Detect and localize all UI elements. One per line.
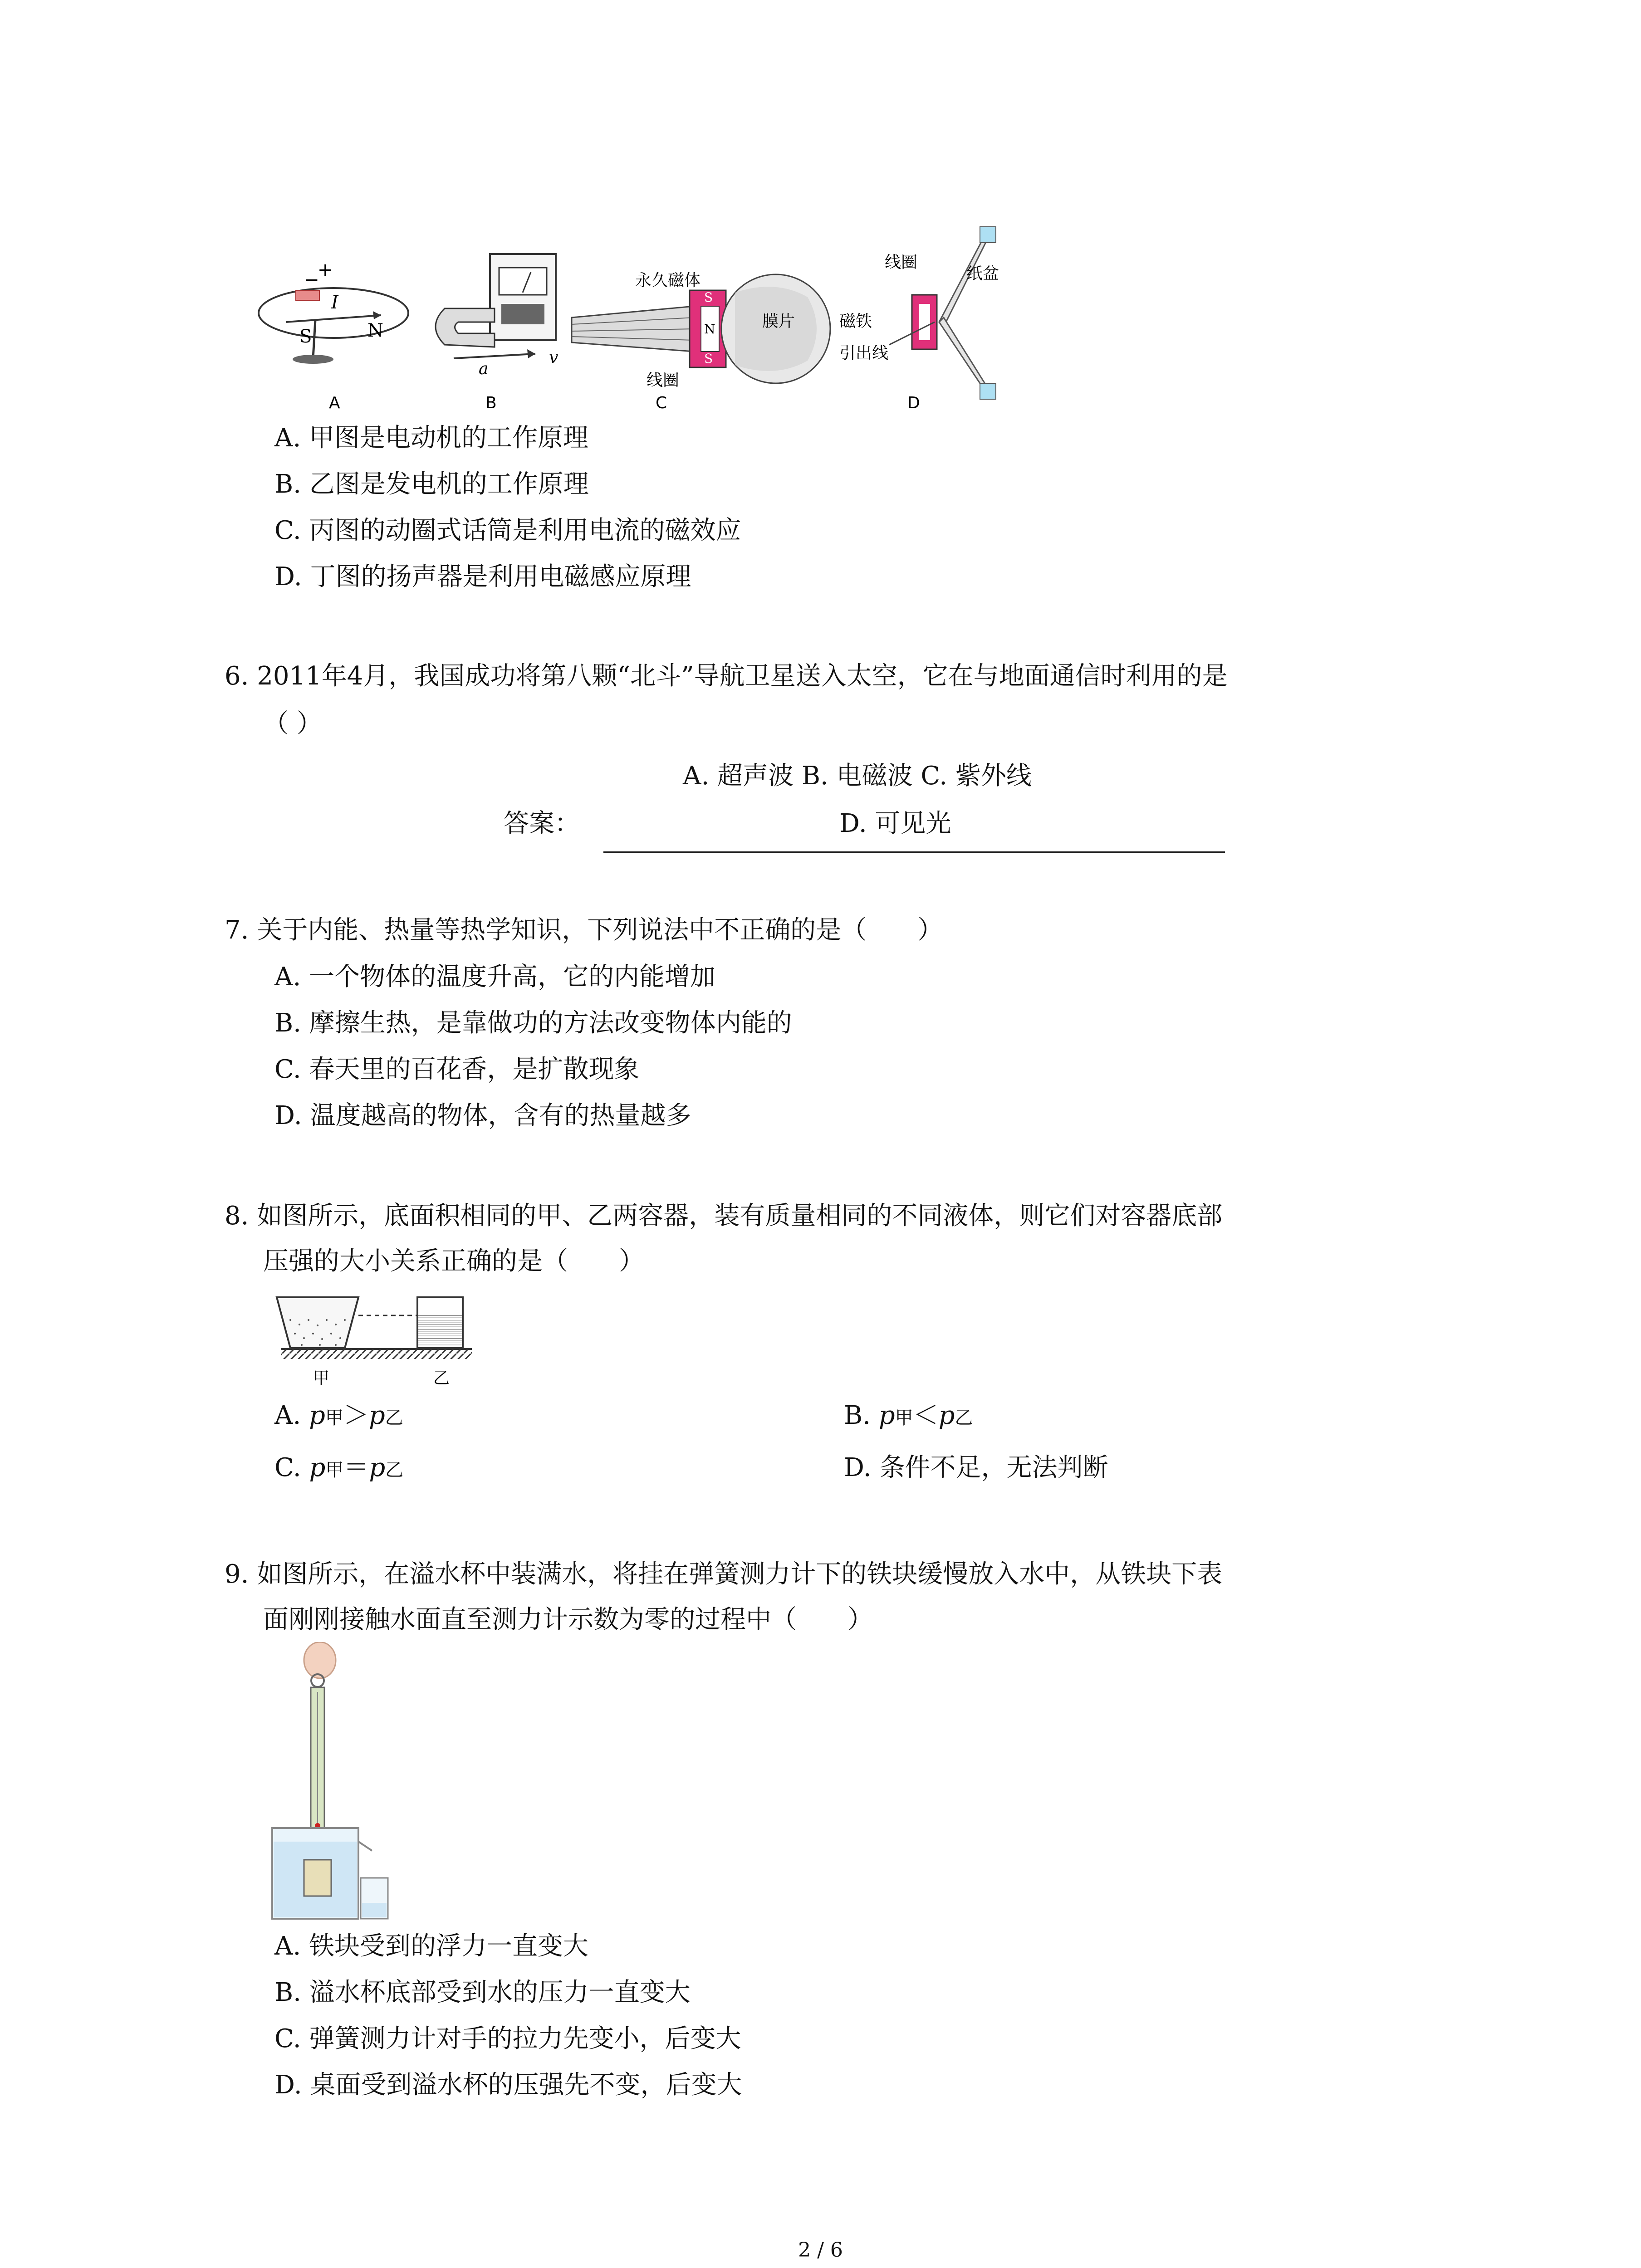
- figure-label-b: B: [485, 394, 497, 412]
- q8-option-c-p2: p: [369, 1453, 386, 1482]
- q9-stem-line2: 面刚刚接触水面直至测力计示数为零的过程中（ ）: [263, 1605, 873, 1634]
- page-number: 2 / 6: [798, 2239, 843, 2262]
- q7-stem: 7. 关于内能、热量等热学知识，下列说法中不正确的是（ ）: [225, 915, 943, 945]
- q7-option-d: D. 温度越高的物体，含有的热量越多: [274, 1101, 691, 1130]
- q5-option-a: A. 甲图是电动机的工作原理: [274, 423, 589, 453]
- q8-option-b-p: p: [878, 1401, 895, 1430]
- q8-figure: [268, 1288, 481, 1393]
- figC-coil: 线圈: [647, 371, 680, 390]
- q5-option-c: C. 丙图的动圈式话筒是利用电流的磁效应: [274, 516, 741, 545]
- q9-figure: [268, 1642, 395, 1923]
- q6-answer-label: 答案：: [504, 809, 580, 838]
- q8-option-c-rel: ＝: [343, 1453, 369, 1482]
- q6-stem-line2: （ ）: [263, 709, 322, 738]
- figC-magnet: 永久磁体: [635, 271, 701, 290]
- q6-options-line1: A. 超声波 B. 电磁波 C. 紫外线: [683, 761, 1032, 791]
- q9-option-a: A. 铁块受到的浮力一直变大: [274, 1931, 589, 1961]
- figA-current: I: [331, 292, 338, 313]
- q5-option-d: D. 丁图的扬声器是利用电磁感应原理: [274, 562, 691, 591]
- q6-answer-blank[interactable]: [603, 851, 1225, 853]
- figD-cone: 纸盆: [966, 264, 999, 283]
- q8-option-b-p2: p: [938, 1401, 955, 1430]
- q7-option-b: B. 摩擦生热，是靠做功的方法改变物体内能的: [274, 1008, 792, 1038]
- figA-south: S: [299, 326, 312, 347]
- figA-plus: +: [318, 259, 333, 280]
- q8-option-d: D. 条件不足，无法判断: [844, 1453, 1108, 1482]
- figC-diaphragm: 膜片: [762, 312, 795, 331]
- q8-option-a-sub1: 甲: [325, 1408, 343, 1428]
- figD-lead: 引出线: [839, 344, 889, 362]
- q8-option-b-rel: ＜: [913, 1401, 939, 1430]
- container-jia: [277, 1297, 358, 1348]
- q9-option-c: C. 弹簧测力计对手的拉力先变小，后变大: [274, 2024, 741, 2053]
- q8-option-c: [274, 1452, 403, 1486]
- q7-option-c: C. 春天里的百花香，是扩散现象: [274, 1055, 640, 1084]
- q8-fig-label-jia: 甲: [313, 1369, 330, 1388]
- q8-option-a-rel: ＞: [343, 1401, 369, 1430]
- q9-option-b: B. 溢水杯底部受到水的压力一直变大: [274, 1978, 691, 2007]
- q8-option-a-sub2: 乙: [385, 1408, 403, 1428]
- q8-option-b-sub2: 乙: [955, 1408, 973, 1428]
- figC-n: N: [704, 322, 715, 337]
- figure-label-a: A: [329, 394, 340, 412]
- q8-option-c-sub2: 乙: [385, 1460, 404, 1481]
- figA-minus: −: [304, 269, 319, 290]
- q5-figures-svg: [254, 218, 1025, 417]
- figA-north: N: [367, 320, 383, 341]
- q8-option-b: [844, 1399, 973, 1434]
- q9-option-d: D. 桌面受到溢水杯的压强先不变，后变大: [274, 2070, 742, 2100]
- figD-magnet: 磁铁: [839, 312, 872, 331]
- q6-options-line2: D. 可见光: [839, 809, 951, 838]
- figure-d-speaker: [839, 227, 999, 399]
- q8-option-c-prefix: C.: [274, 1453, 309, 1482]
- figB-a: a: [479, 360, 489, 378]
- q8-option-a-p: p: [309, 1401, 325, 1430]
- figure-a-circuit: [259, 259, 408, 364]
- q8-option-b-sub1: 甲: [895, 1408, 913, 1428]
- q5-figure-row: [254, 218, 1025, 417]
- figC-s1: S: [704, 290, 713, 305]
- figure-c-microphone: [572, 271, 830, 390]
- q8-option-a-prefix: A.: [274, 1401, 309, 1430]
- q8-fig-label-yi: 乙: [433, 1369, 450, 1388]
- figure-b-generator: [436, 254, 558, 378]
- figD-coil: 线圈: [885, 253, 918, 272]
- q6-stem-line1: 6. 2011年4月，我国成功将第八颗“北斗”导航卫星送入太空，它在与地面通信时利用的是: [225, 661, 1228, 691]
- iron-block-icon: [304, 1860, 331, 1896]
- q5-option-b: B. 乙图是发电机的工作原理: [274, 469, 589, 499]
- q9-stem-line1: 9. 如图所示，在溢水杯中装满水，将挂在弹簧测力计下的铁块缓慢放入水中，从铁块下表: [225, 1559, 1223, 1589]
- q7-option-a: A. 一个物体的温度升高，它的内能增加: [274, 962, 716, 992]
- figure-label-d: D: [907, 394, 920, 412]
- q8-stem-line1: 8. 如图所示，底面积相同的甲、乙两容器，装有质量相同的不同液体，则它们对容器底部: [225, 1201, 1223, 1231]
- hand-icon: [304, 1642, 336, 1678]
- q8-option-c-p: p: [309, 1453, 326, 1482]
- q8-option-a-p2: p: [368, 1401, 385, 1430]
- q8-option-a: [274, 1399, 403, 1434]
- figC-s2: S: [704, 351, 713, 366]
- q8-option-b-prefix: B.: [844, 1401, 879, 1430]
- figure-label-c: C: [656, 394, 667, 412]
- figB-v: v: [549, 348, 558, 367]
- q8-stem-line2: 压强的大小关系正确的是（ ）: [263, 1246, 644, 1276]
- q8-option-c-sub1: 甲: [325, 1460, 344, 1481]
